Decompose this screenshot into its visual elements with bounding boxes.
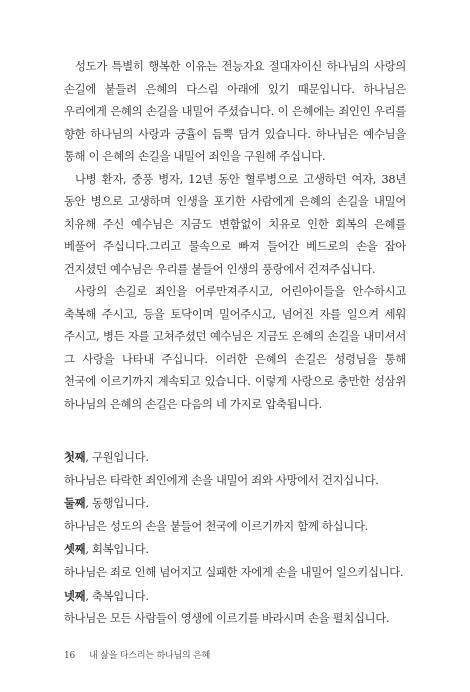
- list-item-1-title: [64, 446, 406, 470]
- list-item-1-desc: 하나님은 타락한 죄인에게 손을 내밀어 죄와 사망에서 건지십니다.: [64, 473, 379, 487]
- paragraph-3: 사랑의 손길로 죄인을 어루만져주시고, 어린아이들을 안수하시고 축복해 주시고, 등을 토닥이며 밀어주시고, 넘어진 자를 일으켜 세워 주시고, 병든 자를 고쳐주셨던 예수님은 지금도 은혜의 손길을 내미셔서 그 사랑을 나타내 주십니다. 이러한 은혜의 손길은 성령님을 통해 천국에 이르기까지 계속되고 있습니다. 이렇게 사랑으로 충만한 성삼위 하나님의 은혜의 손길은 다음의 네 가지로 압축됩니다.: [64, 285, 406, 411]
- list-item-3-desc: 하나님은 죄로 인해 넘어지고 실패한 자에게 손을 내밀어 일으키십니다.: [64, 565, 404, 579]
- list-item-2-desc: 하나님은 성도의 손을 붙들어 천국에 이르기까지 함께 하십니다.: [64, 519, 368, 533]
- list-item-4-heading: , 축복입니다.: [85, 589, 149, 603]
- list-item-2-title: [64, 492, 406, 516]
- paragraph-2: 나병 환자, 중풍 병자, 12년 동안 혈루병으로 고생하던 여자, 38년 동안 병으로 고생하며 인생을 포기한 사람에게 은혜의 손길을 내밀어 치유해 주신 예수님은 지금도 변함없이 치유로 인한 회복의 은혜를 베풀어 주십니다.그리고 물속으로 빠져 들어간 베드로의 손을 잡아 건지셨던 예수님은 우리를 붙들어 인생의 풍랑에서 건져주십니다.: [64, 172, 406, 276]
- list-item-1-ordinal: 첫째: [64, 450, 86, 464]
- list-item-3-heading: , 회복입니다.: [85, 543, 149, 557]
- list-item-4-ordinal: 넷째: [64, 588, 86, 603]
- page-footer: [64, 648, 210, 661]
- list-item-2-ordinal: 둘째: [64, 496, 86, 511]
- list-item-4-desc: 하나님은 모든 사람들이 영생에 이르기를 바라시며 손을 펼치십니다.: [64, 612, 390, 626]
- list-item-3-ordinal: 셋째: [64, 542, 86, 557]
- list-item-3-title: [64, 538, 406, 562]
- body-text: [64, 56, 406, 631]
- page-number: 16: [64, 651, 76, 661]
- list-item-4-title: [64, 585, 406, 609]
- paragraph-1: 성도가 특별히 행복한 이유는 전능자요 절대자이신 하나님의 사랑의 손길에 붙들려 은혜의 다스림 아래에 있기 때문입니다. 하나님은 우리에게 은혜의 손길을 내밀어 주셨습니다. 이 은혜에는 죄인인 우리를 향한 하나님의 사랑과 긍휼이 듬뿍 담겨 있습니다. 하나님은 예수님을 통해 이 은혜의 손길을 내밀어 죄인을 구원해 주십니다.: [64, 60, 406, 163]
- list-item-1-heading: , 구원입니다.: [85, 451, 149, 464]
- running-title: 내 삶을 다스리는 하나님의 은혜: [89, 651, 211, 661]
- grace-list: [64, 446, 406, 631]
- list-item-2-heading: , 동행입니다.: [85, 497, 149, 511]
